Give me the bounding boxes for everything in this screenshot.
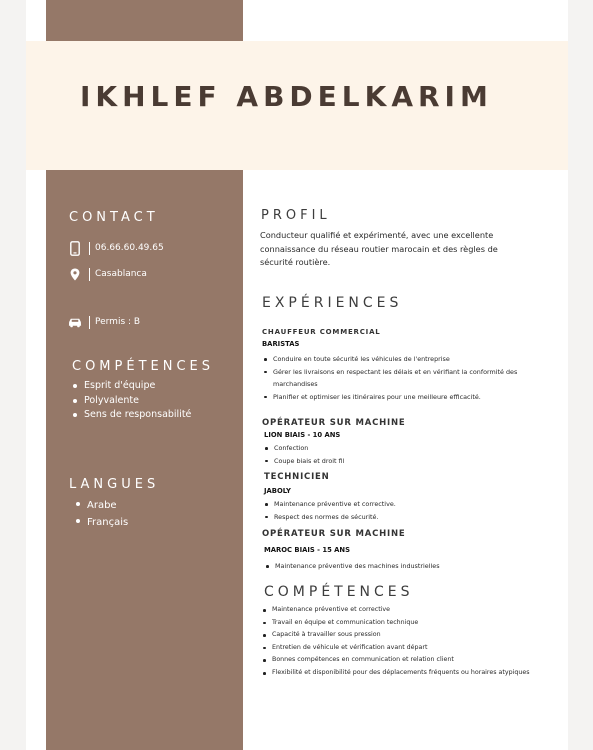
main-competences-list: [260, 604, 529, 680]
list-item: Maintenance préventive et corrective.: [262, 498, 396, 511]
list-item: Bonnes compétences en communication et relation client: [260, 654, 529, 667]
list-item: Arabe: [73, 497, 128, 514]
job-company: MAROC BIAIS - 15 ANS: [264, 546, 351, 554]
car-icon: [68, 315, 82, 329]
contact-permis: [68, 315, 140, 329]
contact-title: CONTACT: [69, 210, 159, 225]
phone-number: 06.66.60.49.65: [95, 243, 164, 253]
list-item: Polyvalente: [70, 394, 191, 409]
candidate-name: IKHLEF ABDELKARIM: [80, 80, 493, 113]
list-item: Maintenance préventive des machines industrielles: [263, 560, 440, 573]
profil-title: PROFIL: [261, 208, 331, 223]
contact-phone: [68, 241, 164, 255]
list-item: Respect des normes de sécurité.: [262, 511, 396, 524]
list-item: Coupe biais et droit fil: [262, 455, 344, 468]
job-title: CHAUFFEUR COMMERCIAL: [262, 328, 381, 336]
phone-icon: [68, 241, 82, 255]
job-company: LION BIAIS - 10 ANS: [264, 431, 341, 439]
list-item: Travail en équipe et communication technique: [260, 617, 529, 630]
list-item: Flexibilité et disponibilité pour des déplacements fréquents ou horaires atypiques: [260, 667, 529, 680]
job-tasks: [261, 353, 535, 403]
job-tasks: [262, 442, 344, 467]
list-item: Maintenance préventive et corrective: [260, 604, 529, 617]
contact-city: [68, 267, 147, 281]
permis: Permis : B: [95, 317, 141, 327]
job-company: JABOLY: [264, 487, 291, 495]
main-competences-title: COMPÉTENCES: [264, 584, 414, 600]
job-title: OPÉRATEUR SUR MACHINE: [262, 418, 406, 428]
job-tasks: [262, 498, 396, 523]
langues-title: LANGUES: [69, 477, 160, 492]
langues-list: [73, 497, 128, 531]
job-tasks: [263, 560, 440, 573]
list-item: Planifier et optimiser les itinéraires pour une meilleure efficacité.: [261, 391, 535, 404]
job-title: TECHNICIEN: [264, 472, 330, 482]
side-competences-title: COMPÉTENCES: [72, 359, 215, 374]
job-title: OPÉRATEUR SUR MACHINE: [262, 529, 406, 539]
list-item: Entretien de véhicule et vérification avant départ: [260, 642, 529, 655]
list-item: Confection: [262, 442, 344, 455]
city: Casablanca: [95, 269, 147, 279]
side-competences-list: [70, 379, 191, 423]
list-item: Esprit d'équipe: [70, 379, 191, 394]
list-item: Capacité à travailler sous pression: [260, 629, 529, 642]
list-item: Conduire en toute sécurité les véhicules de l'entreprise: [261, 353, 535, 366]
list-item: Français: [73, 514, 128, 531]
list-item: Sens de responsabilité: [70, 408, 191, 423]
experiences-title: EXPÉRIENCES: [262, 295, 403, 311]
job-company: BARISTAS: [262, 340, 300, 348]
profil-text: Conducteur qualifié et expérimenté, avec une excellente connaissance du réseau routier marocain et des règles de sécurité routière.: [260, 230, 498, 268]
list-item: Gérer les livraisons en respectant les délais et en vérifiant la conformité des marchandises: [261, 366, 535, 391]
location-pin-icon: [68, 267, 82, 281]
